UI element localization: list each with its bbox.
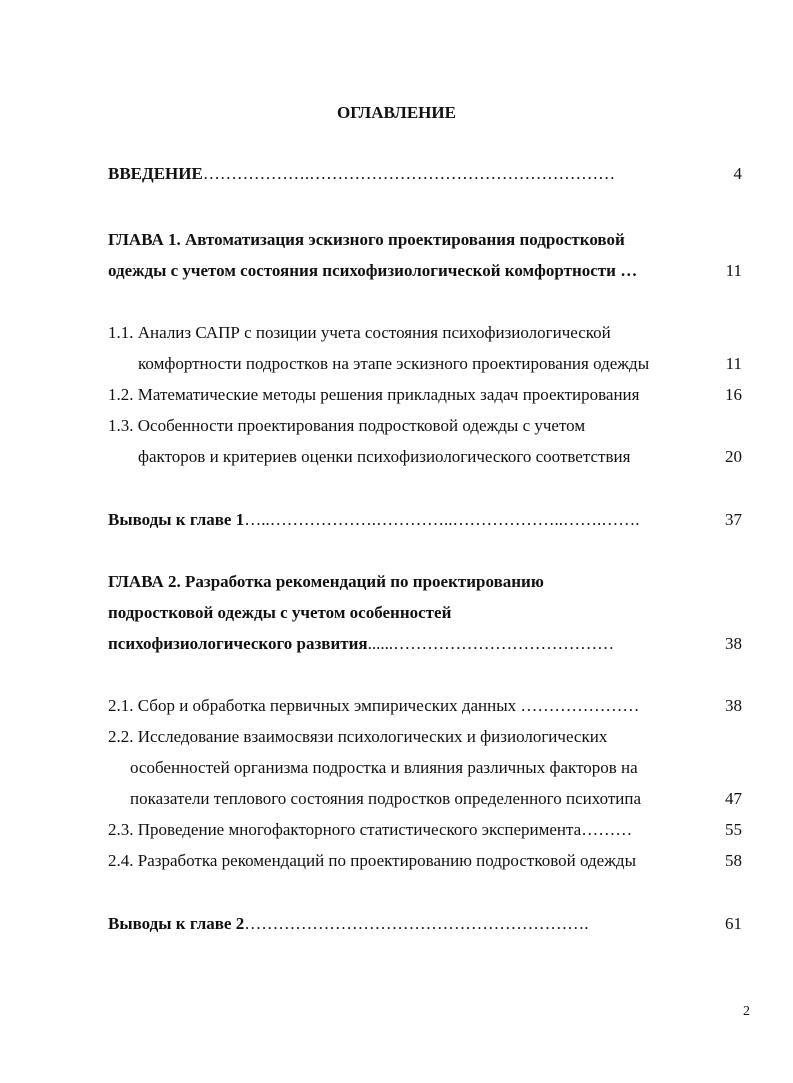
section-1-3-title-cont: факторов и критериев оценки психофизиологического соответствия xyxy=(138,447,631,466)
page-number: 11 xyxy=(725,354,742,373)
section-2-2-title: 2.2. Исследование взаимосвязи психологических и физиологических xyxy=(108,727,608,746)
toc-entry-chapter1-line1 xyxy=(0,227,793,253)
page-number: 20 xyxy=(725,447,742,466)
section-1-1-title: 1.1. Анализ САПР с позиции учета состояния психофизиологической xyxy=(108,323,611,342)
toc-entry-2-1 xyxy=(0,693,793,719)
toc-entry-chapter2-line2 xyxy=(0,600,793,626)
footer-page-number: 2 xyxy=(743,1004,750,1019)
page-number: 37 xyxy=(725,510,742,529)
section-2-1-title: 2.1. Сбор и обработка первичных эмпирических данных xyxy=(108,696,517,715)
page-number: 4 xyxy=(733,164,742,183)
leader-dots: ……… xyxy=(581,820,633,839)
section-2-3-title: 2.3. Проведение многофакторного статистического эксперимента xyxy=(108,820,582,839)
toc-entry-conclusions-2 xyxy=(0,911,793,937)
page-number: 61 xyxy=(725,914,742,933)
leader-dots: ……………….……………………………………………… xyxy=(202,164,616,183)
page-number: 38 xyxy=(725,634,742,653)
chapter1-title: ГЛАВА 1. Автоматизация эскизного проектирования подростковой xyxy=(108,230,625,249)
page-number: 55 xyxy=(725,820,742,839)
section-1-1-title-cont: комфортности подростков на этапе эскизного проектирования одежды xyxy=(138,354,650,373)
page-title: ОГЛАВЛЕНИЕ xyxy=(337,103,456,122)
toc-entry-2-2-line3 xyxy=(0,786,793,812)
toc-entry-text xyxy=(108,911,588,937)
toc-entry-1-1-line1 xyxy=(0,320,793,346)
toc-entry-chapter2-line1 xyxy=(0,569,793,595)
leader-dots: ……………………………………………………. xyxy=(244,914,589,933)
toc-entry-chapter2-line3 xyxy=(0,631,793,657)
toc-entry-1-1-line2 xyxy=(0,351,793,377)
chapter1-title-cont: одежды с учетом состояния психофизиологической комфортности … xyxy=(108,261,638,280)
section-1-2-title: 1.2. Математические методы решения прикладных задач проектирования xyxy=(108,385,640,404)
toc-entry-intro xyxy=(0,161,793,187)
toc-entry-text xyxy=(108,161,615,187)
page-number: 58 xyxy=(725,851,742,870)
page-number: 38 xyxy=(725,696,742,715)
section-1-3-title: 1.3. Особенности проектирования подростковой одежды с учетом xyxy=(108,416,586,435)
toc-entry-text xyxy=(108,507,639,533)
section-2-2-title-cont2: показатели теплового состояния подростков определенного психотипа xyxy=(130,789,642,808)
page-number: 16 xyxy=(725,385,742,404)
chapter2-title-cont: подростковой одежды с учетом особенностей xyxy=(108,603,452,622)
toc-entry-text xyxy=(108,631,614,657)
toc-entry-1-2 xyxy=(0,382,793,408)
toc-entry-1-3-line2 xyxy=(0,444,793,470)
leader-dots: ......………………………………… xyxy=(367,634,615,653)
chapter2-title-cont2: психофизиологического развития xyxy=(108,634,368,653)
leader-dots: ………………… xyxy=(516,696,640,715)
section-2-2-title-cont: особенностей организма подростка и влияния различных факторов на xyxy=(130,758,638,777)
page-number: 47 xyxy=(725,789,742,808)
leader-dots: …..……………….…………..………………..…….……. xyxy=(244,510,640,529)
toc-entry-conclusions-1 xyxy=(0,507,793,533)
toc-entry-chapter1-line2 xyxy=(0,258,793,284)
toc-entry-text xyxy=(108,693,639,719)
chapter2-title: ГЛАВА 2. Разработка рекомендаций по проектированию xyxy=(108,572,544,591)
toc-entry-1-3-line1 xyxy=(0,413,793,439)
toc-entry-2-4 xyxy=(0,848,793,874)
toc-entry-2-3 xyxy=(0,817,793,843)
toc-entry-text xyxy=(108,817,632,843)
toc-entry-2-2-line1 xyxy=(0,724,793,750)
section-2-4-title: 2.4. Разработка рекомендаций по проектированию подростковой одежды xyxy=(108,851,637,870)
page-number: 11 xyxy=(725,261,742,280)
conclusions-1-label: Выводы к главе 1 xyxy=(108,510,245,529)
conclusions-2-label: Выводы к главе 2 xyxy=(108,914,245,933)
toc-entry-2-2-line2 xyxy=(0,755,793,781)
intro-label: ВВЕДЕНИЕ xyxy=(108,164,203,183)
